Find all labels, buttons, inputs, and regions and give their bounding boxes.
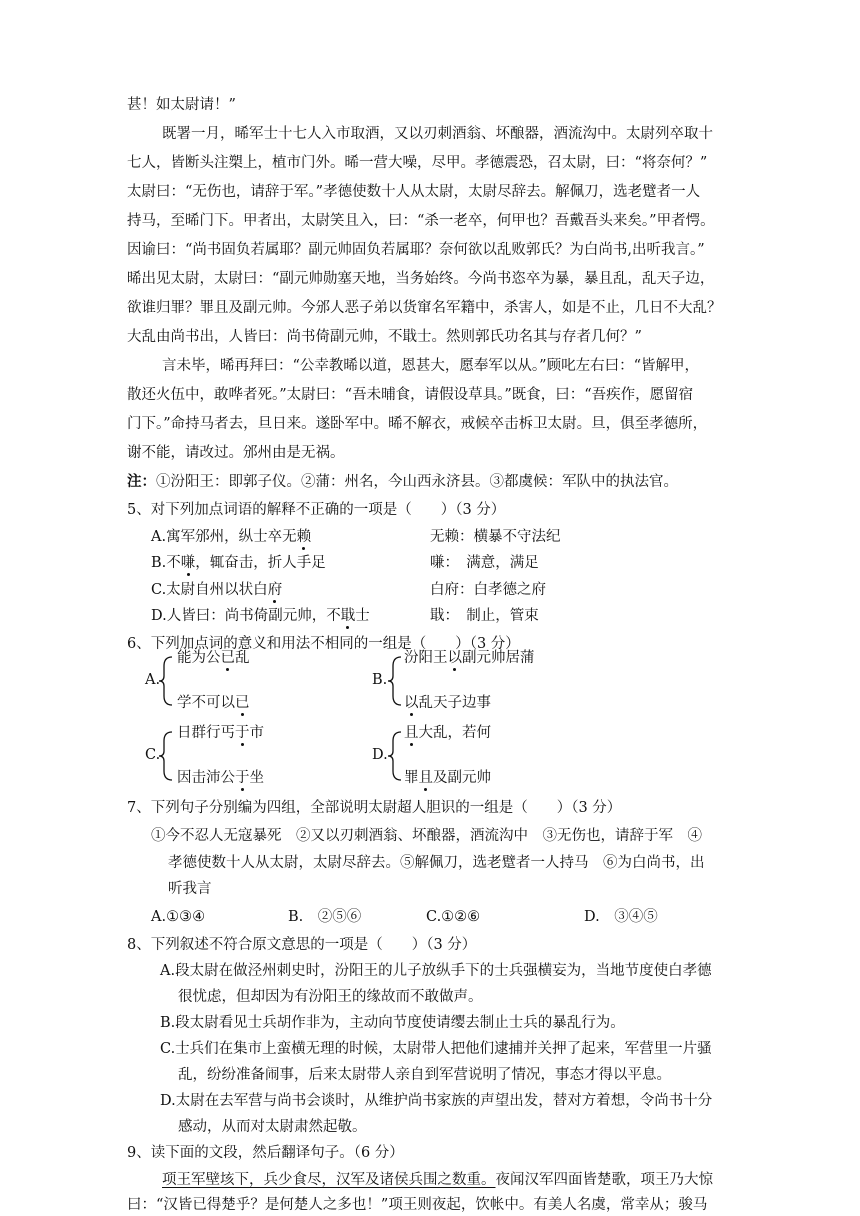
emphasis-dot-char: 府	[267, 582, 283, 598]
passage-line: 散还火伍中，敢哗者死。”太尉曰：“吾未晡食，请假设草具。”既食，曰：“吾疾作，愿留宿	[127, 387, 694, 403]
emphasis-dot-char: 以	[404, 695, 419, 711]
q7-sentences-line: ①今不忍人无寇暴死 ②又以刃刺酒翁、坏酿器，酒流沟中 ③无伤也，请辞于军 ④	[151, 828, 702, 844]
question-6-stem: 6、下列加点词的意义和用法不相同的一组是（ ）（3 分）	[127, 636, 520, 652]
q7-option-a: A.①③④	[151, 909, 206, 925]
q6-a-top: 能为公已乱	[177, 650, 250, 666]
note-text: ①汾阳王：即郭子仪。②蒲：州名，今山西永济县。③都虞候：军队中的执法官。	[156, 474, 678, 490]
passage-line: 欲谁归罪？罪且及副元帅。今邠人恶子弟以货窜名军籍中，杀害人，如是不止，几日不大乱？	[127, 300, 722, 316]
q5-option-d: D.人皆曰：尚书倚副元帅，不戢士	[151, 608, 370, 624]
passage-line: 晞出见太尉，太尉曰：“副元帅勋塞天地，当务始终。今尚书恣卒为暴，暴且乱，乱天子边，	[127, 271, 715, 287]
passage-line: 七人，皆断头注槊上，植市门外。晞一营大噪，尽甲。孝德震恐，召太尉，曰：“将奈何？”	[127, 155, 708, 171]
emphasis-dot-char: 嗛	[180, 555, 196, 571]
emphasis-dot-char: 戢	[340, 608, 356, 624]
question-7-stem: 7、下列句子分别编为四组，全部说明太尉超人胆识的一组是（ ）（3 分）	[127, 800, 622, 816]
q5-option-b-gloss: 嗛： 满意，满足	[430, 555, 539, 571]
q6-c-label: C.	[145, 747, 161, 763]
question-9-stem: 9、读下面的文段，然后翻译句子。（6 分）	[127, 1145, 404, 1161]
q6-b-bottom: 以乱天子边事	[404, 695, 491, 711]
q6-c-top: 日群行丐于市	[177, 725, 264, 741]
q6-a-bottom: 学不可以已	[177, 695, 250, 711]
q5-option-a-gloss: 无赖：横暴不守法纪	[430, 529, 561, 545]
left-brace	[387, 656, 403, 706]
q7-option-b: B. ②⑤⑥	[288, 909, 362, 925]
q8-option-a: A.段太尉在做泾州刺史时，汾阳王的儿子放纵手下的士兵强横妄为，当地节度使白孝德	[160, 963, 712, 979]
q8-option-c: C.士兵们在集市上蛮横无理的时候，太尉带人把他们逮捕并关押了起来，军营里一片骚	[160, 1041, 712, 1057]
emphasis-dot-char: 已	[235, 695, 250, 711]
q7-option-c: C.①②⑥	[426, 909, 481, 925]
q8-option-d: D.太尉在去军营与尚书会谈时，从维护尚书家族的声望出发，替对方着想，令尚书十分	[160, 1093, 713, 1109]
q5-option-c: C.太尉自州以状白府	[151, 582, 283, 598]
left-brace	[158, 656, 174, 706]
question-8-stem: 8、下列叙述不符合原文意思的一项是（ ）（3 分）	[127, 937, 477, 953]
q6-d-bottom: 罪且及副元帅	[404, 770, 491, 786]
q6-d-label: D.	[372, 747, 388, 763]
q7-sentences-line: 听我言	[168, 881, 212, 897]
note	[127, 472, 678, 492]
q6-b-label: B.	[372, 672, 388, 688]
q6-a-label: A.	[145, 672, 161, 688]
q5-option-c-gloss: 白府：白孝德之府	[430, 582, 546, 598]
q7-option-d: D. ③④⑤	[584, 909, 658, 925]
sentence-to-translate: 项王军壁垓下，兵少食尽，汉军及诸侯兵围之数重。	[162, 1172, 496, 1188]
emphasis-dot-char: 且	[404, 725, 419, 741]
q5-option-a: A.寓军邠州，纵士卒无赖	[151, 529, 312, 545]
passage-line: 持马，至晞门下。甲者出，太尉笑且入，曰：“杀一老卒，何甲也？吾戴吾头来矣。”甲者愕。	[127, 213, 715, 229]
emphasis-dot-char: 已	[220, 650, 235, 666]
note-label: 注：	[127, 473, 156, 490]
q8-option-a-cont: 很忧虑，但却因为有汾阳王的缘故而不敢做声。	[178, 989, 483, 1005]
passage-line: 大乱由尚书出，人皆曰：尚书倚副元帅，不戢士。然则郭氏功名其与存者几何？”	[127, 329, 642, 345]
passage-line: 既署一月，晞军士十七人入市取酒，又以刃刺酒翁、坏酿器，酒流沟中。太尉列卒取十	[162, 126, 713, 142]
passage-line: 因谕曰：“尚书固负若属耶？副元帅固负若属耶？奈何欲以乱败郭氏？为白尚书,出听我言。”	[127, 242, 705, 258]
emphasis-dot-char: 于	[235, 725, 250, 741]
emphasis-dot-char: 于	[235, 770, 250, 786]
passage-line: 谢不能，请改过。邠州由是无祸。	[127, 445, 345, 461]
passage-line: 门下。”命持马者去，旦日来。遂卧军中。晞不解衣，戒候卒击柝卫太尉。旦，俱至孝德所，	[127, 416, 708, 432]
left-brace	[158, 731, 174, 781]
q6-b-top: 汾阳王以副元帅居蒲	[404, 650, 535, 666]
left-brace	[387, 731, 403, 781]
q8-option-c-cont: 乱，纷纷准备闹事，后来太尉带人亲自到军营说明了情况，事态才得以平息。	[178, 1067, 671, 1083]
q8-option-b: B.段太尉看见士兵胡作非为，主动向节度使请缨去制止士兵的暴乱行为。	[160, 1015, 625, 1031]
q8-option-d-cont: 感动，从而对太尉肃然起敬。	[178, 1119, 367, 1135]
passage-line: 太尉曰：“无伤也，请辞于军。”孝德使数十人从太尉，太尉尽辞去。解佩刀，选老躄者一人	[127, 184, 701, 200]
passage-line: 言未毕，晞再拜曰：“公幸教晞以道，恩甚大，愿奉军以从。”顾叱左右曰：“皆解甲，	[162, 358, 699, 374]
q7-sentences-line: 孝德使数十人从太尉，太尉尽辞去。⑤解佩刀，选老躄者一人持马 ⑥为白尚书，出	[168, 855, 705, 871]
q6-c-bottom: 因击沛公于坐	[177, 770, 264, 786]
emphasis-dot-char: 赖	[296, 529, 312, 545]
emphasis-dot-char: 且	[418, 770, 433, 786]
emphasis-dot-char: 以	[447, 650, 462, 666]
q5-option-b: B.不嗛，辄奋击，折人手足	[151, 555, 326, 571]
q9-passage-line: 项王军壁垓下，兵少食尽，汉军及诸侯兵围之数重。夜闻汉军四面皆楚歌，项王乃大惊	[162, 1172, 713, 1188]
q5-option-d-gloss: 戢： 制止，管束	[430, 608, 539, 624]
question-5-stem: 5、对下列加点词语的解释不正确的一项是（ ）（3 分）	[127, 502, 506, 518]
passage-line: 甚！如太尉请！”	[127, 97, 236, 113]
q9-passage-line: 曰：“汉皆已得楚乎？是何楚人之多也！”项王则夜起，饮帐中。有美人名虞，常幸从；骏马	[127, 1197, 708, 1213]
q6-d-top: 且大乱，若何	[404, 725, 491, 741]
